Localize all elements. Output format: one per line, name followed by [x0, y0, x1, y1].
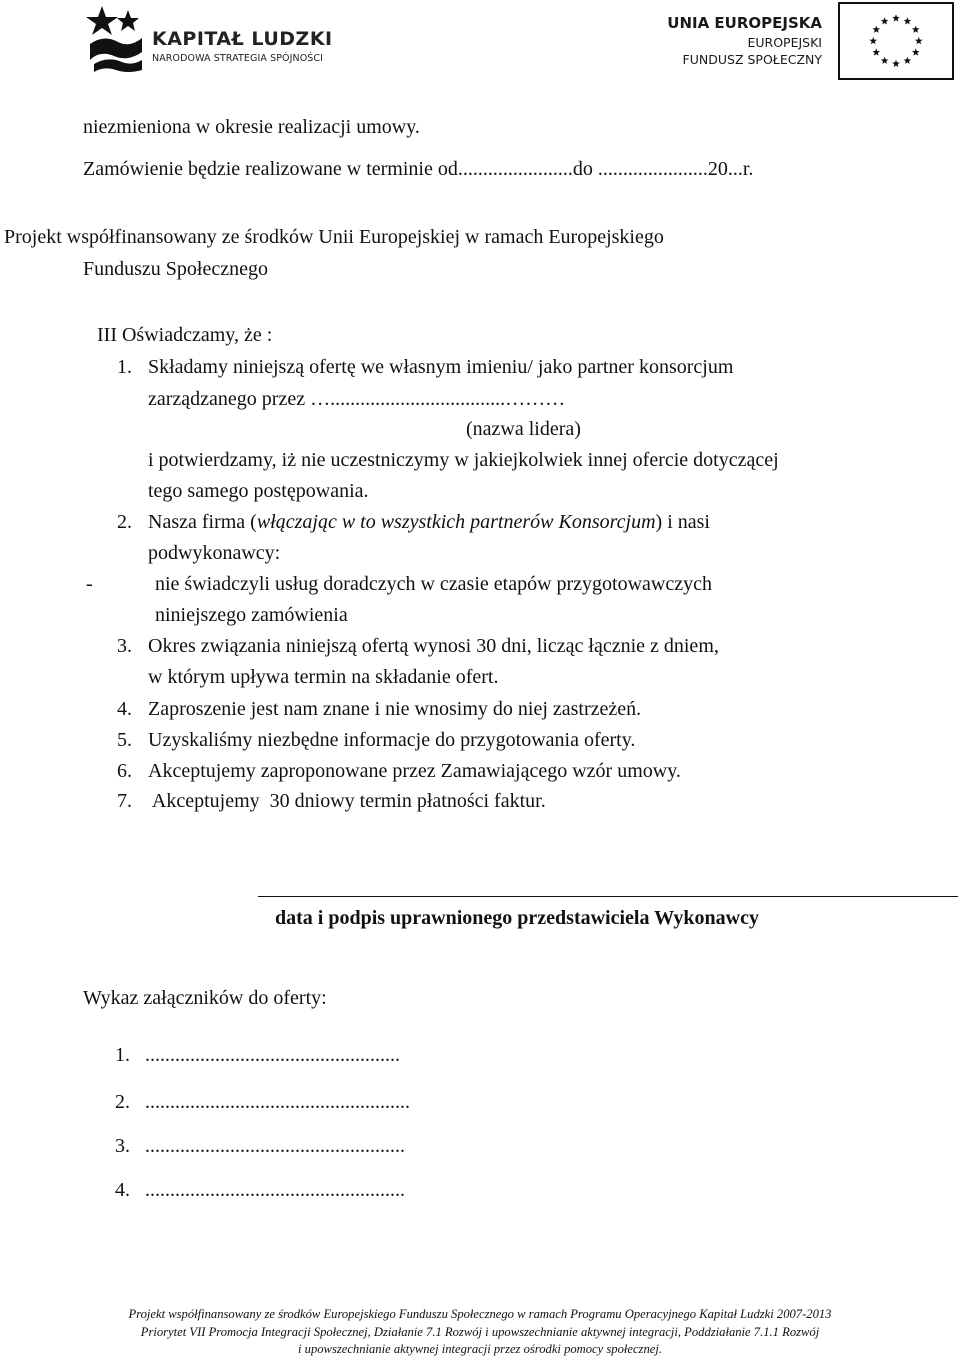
eu-star-icon	[912, 48, 920, 55]
eu-star-icon	[881, 57, 889, 64]
eu-star-icon	[904, 17, 912, 24]
item-4-number: 4.	[117, 698, 132, 720]
eu-logo-line3: FUNDUSZ SPOŁECZNY	[682, 52, 822, 67]
order-term-line: Zamówienie będzie realizowane w terminie od.......................do ......................20...r.	[83, 158, 754, 180]
kapital-ludzki-subtitle: NARODOWA STRATEGIA SPÓJNOŚCI	[152, 53, 324, 64]
item-3-number: 3.	[117, 635, 132, 657]
eu-star-icon	[872, 48, 880, 55]
eu-star-icon	[915, 37, 923, 44]
kapital-ludzki-title: KAPITAŁ LUDZKI	[152, 28, 333, 50]
footer-line-1: Projekt współfinansowany ze środków Europejskiego Funduszu Społecznego w ramach Programu Operacyjnego Kapitał Ludzki 2007-2013	[128, 1307, 832, 1321]
signature-label: data i podpis uprawnionego przedstawiciela Wykonawcy	[275, 907, 759, 929]
attachment-line-4: 4. ....................................................	[115, 1179, 405, 1201]
item-3-line-1: Okres związania niniejszą ofertą wynosi 30 dni, licząc łącznie z dniem,	[148, 635, 719, 657]
item-1-line-4: i potwierdzamy, iż nie uczestniczymy w jakiejkolwiek innej ofercie dotyczącej	[148, 449, 779, 471]
item-2-line-1: Nasza firma (włączając w to wszystkich partnerów Konsorcjum) i nasi	[148, 511, 710, 533]
signature-line	[258, 896, 958, 897]
kapital-ludzki-emblem-icon	[84, 4, 146, 72]
kapital-ludzki-logo	[84, 4, 344, 72]
leader-name-label: (nazwa lidera)	[466, 418, 581, 440]
item-5-line: Uzyskaliśmy niezbędne informacje do przygotowania oferty.	[148, 729, 636, 751]
eu-star-icon	[904, 57, 912, 64]
item-2-dash: -	[86, 573, 93, 595]
eu-flag-icon	[838, 2, 954, 80]
item-6-number: 6.	[117, 760, 132, 782]
eu-star-icon	[892, 14, 900, 21]
eu-logo-line1: UNIA EUROPEJSKA	[667, 14, 822, 32]
item-1-line-1: Składamy niniejszą ofertę we własnym imieniu/ jako partner konsorcjum	[148, 356, 734, 378]
footer-line-2: Priorytet VII Promocja Integracji Społecznej, Działanie 7.1 Rozwój i upowszechnianie aktywnej integracji, Poddziałanie 7.1.1 Rozwój	[140, 1325, 820, 1339]
item-1-line-5: tego samego postępowania.	[148, 480, 369, 502]
project-cofinanced-line-2: Funduszu Społecznego	[83, 258, 268, 280]
item-2-italic: włączając w to wszystkich partnerów Konsorcjum	[256, 511, 656, 533]
item-2-number: 2.	[117, 511, 132, 533]
item-1-number: 1.	[117, 356, 132, 378]
item-2-dash-line-2: niniejszego zamówienia	[155, 604, 348, 626]
eu-star-icon	[881, 17, 889, 24]
eu-star-icon	[869, 37, 877, 44]
item-5-number: 5.	[117, 729, 132, 751]
attachment-line-3: 3. ....................................................	[115, 1135, 405, 1157]
footer-line-3: i upowszechnianie aktywnej integracji przez ośrodki pomocy społecznej.	[298, 1342, 662, 1356]
attachment-line-1: 1. ...................................................	[115, 1044, 400, 1066]
eu-logo-line2: EUROPEJSKI	[747, 35, 822, 50]
attachment-line-2: 2. .....................................................	[115, 1091, 410, 1113]
item-2-dash-line-1: nie świadczyli usług doradczych w czasie etapów przygotowawczych	[155, 573, 713, 595]
item-2-line-2: podwykonawcy:	[148, 542, 281, 564]
item-1-line-2: zarządzanego przez …...................................………	[148, 388, 566, 410]
item-4-line: Zaproszenie jest nam znane i nie wnosimy do niej zastrzeżeń.	[148, 698, 642, 720]
eu-star-icon	[892, 60, 900, 67]
eu-logo	[660, 2, 956, 82]
item-7-line: Akceptujemy 30 dniowy termin płatności faktur.	[148, 790, 546, 812]
eu-star-icon	[912, 26, 920, 33]
contract-unchanged-line: niezmieniona w okresie realizacji umowy.	[83, 116, 420, 138]
eu-star-icon	[872, 26, 880, 33]
item-6-line: Akceptujemy zaproponowane przez Zamawiającego wzór umowy.	[148, 760, 681, 782]
item-3-line-2: w którym upływa termin na składanie ofert.	[148, 666, 499, 688]
section-heading: III Oświadczamy, że :	[97, 324, 273, 346]
project-cofinanced-line: Projekt współfinansowany ze środków Unii Europejskiej w ramach Europejskiego	[4, 226, 664, 248]
item-7-number: 7.	[117, 790, 132, 812]
attachments-heading: Wykaz załączników do oferty:	[83, 987, 327, 1009]
